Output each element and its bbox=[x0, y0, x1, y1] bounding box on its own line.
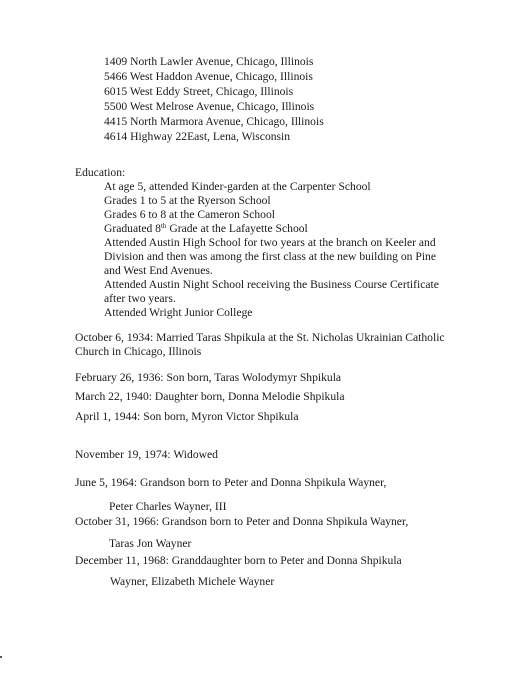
address-line: 5466 West Haddon Avenue, Chicago, Illinois bbox=[104, 70, 313, 83]
education-wright: Attended Wright Junior College bbox=[104, 306, 253, 319]
education-ryerson: Grades 1 to 5 at the Ryerson School bbox=[104, 194, 271, 207]
address-line: 4415 North Marmora Avenue, Chicago, Illinois bbox=[104, 115, 324, 128]
ordinal-suffix: th bbox=[160, 222, 167, 230]
marriage-entry: Church in Chicago, Illinois bbox=[75, 345, 202, 358]
grandchild-entry: October 31, 1966: Grandson born to Peter and Donna Shpikula Wayner, bbox=[75, 515, 409, 528]
education-austin-high: Division and then was among the first class at the new building on Pine bbox=[104, 250, 436, 263]
widowed-entry: November 19, 1974: Widowed bbox=[75, 448, 218, 461]
scan-speck bbox=[0, 656, 2, 658]
address-line: 5500 West Melrose Avenue, Chicago, Illinois bbox=[104, 100, 315, 113]
grandchild-name: Wayner, Elizabeth Michele Wayner bbox=[110, 575, 275, 588]
child-entry: March 22, 1940: Daughter born, Donna Melodie Shpikula bbox=[75, 390, 345, 403]
grandchild-entry: December 11, 1968: Granddaughter born to Peter and Donna Shpikula bbox=[75, 554, 402, 567]
address-line: 4614 Highway 22East, Lena, Wisconsin bbox=[104, 130, 291, 143]
marriage-entry: October 6, 1934: Married Taras Shpikula at the St. Nicholas Ukrainian Catholic bbox=[75, 331, 445, 344]
child-entry: April 1, 1944: Son born, Myron Victor Shpikula bbox=[75, 410, 299, 423]
address-line: 6015 West Eddy Street, Chicago, Illinois bbox=[104, 85, 294, 98]
education-heading: Education: bbox=[75, 166, 126, 179]
education-cameron: Grades 6 to 8 at the Cameron School bbox=[104, 208, 275, 221]
education-lafayette bbox=[104, 222, 308, 236]
lafayette-text-post: Grade at the Lafayette School bbox=[166, 222, 308, 235]
address-line: 1409 North Lawler Avenue, Chicago, Illinois bbox=[104, 55, 314, 68]
education-night-school: after two years. bbox=[104, 292, 176, 305]
grandchild-name: Taras Jon Wayner bbox=[109, 537, 192, 550]
lafayette-text-pre: Graduated 8 bbox=[104, 222, 161, 235]
education-kinder: At age 5, attended Kinder-garden at the Carpenter School bbox=[104, 180, 371, 193]
child-entry: February 26, 1936: Son born, Taras Wolodymyr Shpikula bbox=[75, 371, 342, 384]
grandchild-entry: June 5, 1964: Grandson born to Peter and Donna Shpikula Wayner, bbox=[75, 476, 387, 489]
education-austin-high: Attended Austin High School for two years at the branch on Keeler and bbox=[104, 236, 436, 249]
education-austin-high: and West End Avenues. bbox=[104, 264, 213, 277]
education-night-school: Attended Austin Night School receiving the Business Course Certificate bbox=[104, 278, 439, 291]
grandchild-name: Peter Charles Wayner, III bbox=[109, 500, 227, 513]
